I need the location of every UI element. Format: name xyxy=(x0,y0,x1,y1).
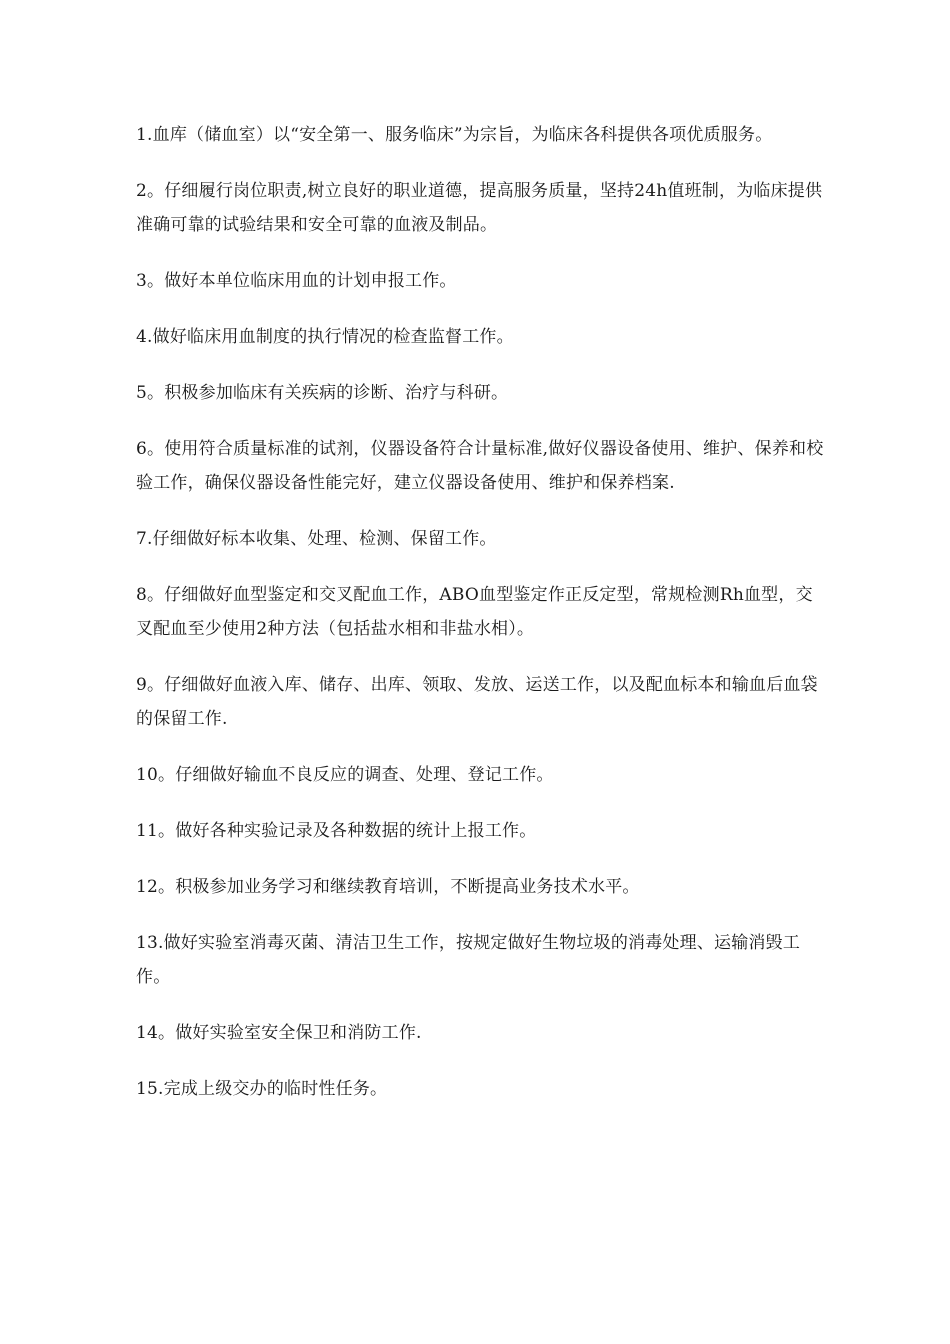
paragraph-3: 3。做好本单位临床用血的计划申报工作。 xyxy=(136,271,457,291)
paragraph-13: 13.做好实验室消毒灭菌、清洁卫生工作，按规定做好生物垃圾的消毒处理、运输消毁工作。 xyxy=(136,933,801,987)
paragraph-14: 14。做好实验室安全保卫和消防工作. xyxy=(136,1023,422,1043)
paragraph-4: 4.做好临床用血制度的执行情况的检查监督工作。 xyxy=(136,327,514,347)
paragraph-7: 7.仔细做好标本收集、处理、检测、保留工作。 xyxy=(136,529,497,549)
paragraph-10: 10。仔细做好输血不良反应的调查、处理、登记工作。 xyxy=(136,765,554,785)
paragraph-5: 5。积极参加临床有关疾病的诊断、治疗与科研。 xyxy=(136,383,509,403)
paragraph-9: 9。仔细做好血液入库、储存、出库、领取、发放、运送工作，以及配血标本和输血后血袋的保留工作. xyxy=(136,675,818,729)
paragraph-15: 15.完成上级交办的临时性任务。 xyxy=(136,1079,388,1099)
paragraph-1: 1.血库（储血室）以“安全第一、服务临床”为宗旨，为临床各科提供各项优质服务。 xyxy=(136,125,773,145)
paragraph-6: 6。使用符合质量标准的试剂，仪器设备符合计量标准,做好仪器设备使用、维护、保养和校验工作，确保仪器设备性能完好，建立仪器设备使用、维护和保养档案. xyxy=(136,439,824,493)
document-body xyxy=(136,118,826,1128)
paragraph-8: 8。仔细做好血型鉴定和交叉配血工作，ABO血型鉴定作正反定型，常规检测Rh血型，交叉配血至少使用2种方法（包括盐水相和非盐水相）。 xyxy=(136,585,813,639)
paragraph-2: 2。仔细履行岗位职责,树立良好的职业道德，提高服务质量，坚持24h值班制，为临床提供准确可靠的试验结果和安全可靠的血液及制品。 xyxy=(136,181,823,235)
paragraph-11: 11。做好各种实验记录及各种数据的统计上报工作。 xyxy=(136,821,537,841)
paragraph-12: 12。积极参加业务学习和继续教育培训，不断提高业务技术水平。 xyxy=(136,877,640,897)
